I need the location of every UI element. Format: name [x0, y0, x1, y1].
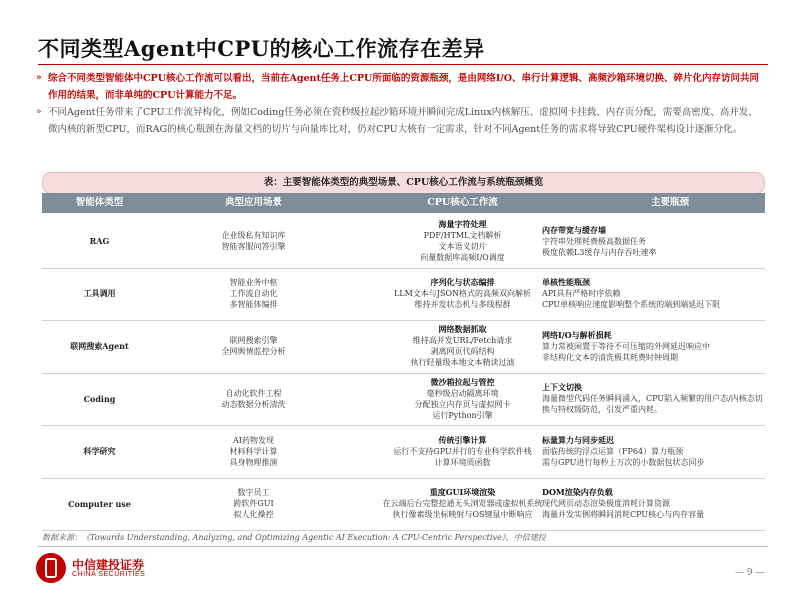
header-bottleneck: 主要瓶颈 [650, 197, 689, 208]
bottleneck-line: 字符串处理耗费极高数据任务 [542, 236, 646, 246]
table-row [42, 425, 765, 479]
cell-agent-type: 工具调用 [83, 288, 116, 299]
bottleneck-title: 内存带宽与缓存墙 [542, 224, 606, 235]
workflow-line: 维持并发状态机与多线程群 [414, 300, 511, 310]
table-row [42, 478, 765, 532]
scenario-line: 数字员工 [237, 488, 270, 498]
bottleneck-line: 算力常被闲置于等待不可压缩的外网延迟响应中 [542, 341, 710, 351]
bottleneck-line: 非结构化文本的清洗极其耗费时钟周期 [542, 352, 678, 362]
table-row [42, 268, 765, 322]
workflow-line: 向量数据库高频I/O调度 [420, 253, 505, 263]
scenario-line: 联网搜索引擎 [229, 336, 278, 346]
scenario-line: 材料科学计算 [229, 446, 278, 456]
workflow-line: 在云端后台完整挖通无头浏览器或虚拟机系统 [382, 499, 543, 509]
cell-scenarios [157, 425, 350, 478]
cell-scenarios [157, 320, 350, 373]
workflow-line: 维持高并发URL/Fetch请求 [412, 336, 513, 346]
scenario-line: 企业级私有知识库 [221, 231, 286, 241]
header-agent-type: 智能体类型 [75, 197, 124, 208]
workflow-line: 剥离网页代码结构 [430, 347, 495, 357]
workflow-title: 重度GUI环境渲染 [429, 487, 496, 498]
workflow-line: 执行像素级坐标映射与OS键鼠中断响应 [392, 510, 533, 520]
page-title: 不同类型Agent中CPU的核心工作流存在差异 [38, 36, 485, 61]
workflow-line: 运行不支持GPU并行的专业科学软件栈 [393, 446, 532, 456]
bottleneck-line: 极度依赖L3缓存与内存吞吐速率 [542, 247, 657, 257]
bullet-summary-text: 综合不同类型智能体中CPU核心工作流可以看出，当前在Agent任务上CPU所面临的资源瓶颈，是由网络I/O、串行计算逻辑、高频沙箱环境切换、碎片化内存访问共同作用的结果，而非单纯的CPU计算能力不足。 [48, 73, 760, 101]
bullet-marker-icon: » [36, 107, 42, 117]
cell-agent-type: Coding [83, 393, 116, 404]
scenario-line: 智能客服问答引擎 [221, 242, 286, 252]
cell-scenarios [157, 478, 350, 531]
bottleneck-line: 海量并发实例将瞬间消耗CPU核心与内存容量 [542, 510, 705, 520]
footer-divider [38, 546, 768, 547]
bottleneck-title: DOM渲染内存负载 [542, 487, 613, 498]
scenario-line: 拟人化操控 [233, 510, 274, 520]
page-number: — 9 — [735, 568, 765, 578]
workflow-title: 网络数据抓取 [438, 324, 487, 335]
bottleneck-line: API具有严格时序依赖 [542, 289, 621, 299]
scenario-line: 跨软件GUI [233, 499, 274, 509]
workflow-line: 计算环境质函数 [434, 457, 491, 467]
table-row [42, 320, 765, 374]
bottleneck-title: 标量算力与同步延迟 [542, 434, 614, 445]
workflow-line: LLM文本与JSON格式的高频双向解析 [393, 289, 532, 299]
workflow-line: PDF/HTML文档解析 [423, 231, 502, 241]
scenario-line: 具身物理推演 [229, 457, 278, 467]
bottleneck-title: 网络I/O与解析损耗 [542, 329, 612, 340]
header-workflow: CPU核心工作流 [427, 197, 498, 208]
header-scenarios: 典型应用场景 [224, 197, 282, 208]
workflow-line: 毫秒级启动隔离环境 [426, 388, 499, 398]
workflow-title: 传统引擎计算 [438, 434, 487, 445]
title-divider [38, 64, 768, 65]
table-header [42, 193, 765, 213]
table-row [42, 215, 765, 269]
table-row [42, 373, 765, 427]
scenario-line: 自动化软件工程 [225, 388, 282, 398]
logo-cn-text: 中信建投证券 [72, 558, 145, 572]
workflow-line: 运行Python引擎 [432, 410, 493, 420]
workflow-line: 分配独立内存页与虚拟网卡 [414, 399, 511, 409]
bottleneck-title: 上下文切换 [542, 382, 582, 393]
workflow-line: 执行轻量级本地文本精读过滤 [410, 358, 515, 368]
cell-bottleneck [542, 478, 765, 531]
cell-bottleneck [542, 215, 765, 268]
cell-agent-type: 科学研究 [83, 445, 116, 456]
bottleneck-line: CPU单核响应速度影响整个系统的端到端延迟下限 [542, 300, 721, 310]
cell-bottleneck [542, 268, 765, 321]
scenario-line: 全网舆情监控分析 [221, 347, 286, 357]
logo-icon [36, 553, 66, 583]
workflow-title: 微沙箱拉起与管控 [430, 376, 495, 387]
cell-agent-type: 联网搜索Agent [70, 340, 129, 351]
workflow-title: 序列化与状态编排 [430, 277, 495, 288]
cell-scenarios [157, 373, 350, 426]
bullet-marker-icon: » [36, 73, 42, 83]
logo-en-text: CHINA SECURITIES [72, 571, 146, 578]
bullet-summary [36, 70, 764, 104]
bullet-detail [36, 104, 764, 138]
source-note: 数据来源：《Towards Understanding, Analyzing, and Optimizing Agentic AI Execution: A CPU-Centric Perspective》，中信建投 [42, 533, 546, 542]
bullet-detail-text: 不同Agent任务带来了CPU工作流异构化，例如Coding任务必须在瓷秒级拉起沙箱环境并瞬间完成Linux内核解压、虚拟网卡挂载、内存页分配，需要高密度、高并发、微内核的新型CPU，而RAG的核心瓶颈在海量文档的切片与向量库比对，仍对CPU大核有一定需求，针对不同Agent任务的需求将导致CPU硬件架构设计逐渐分化。 [48, 107, 758, 135]
bottleneck-line: 面临传统的浮点运算（FP64）算力瓶颈 [542, 446, 684, 456]
cell-scenarios [157, 215, 350, 268]
cell-scenarios [157, 268, 350, 321]
table-caption: 表：主要智能体类型的典型场景、CPU核心工作流与系统瓶颈概览 [42, 172, 765, 194]
bottleneck-title: 单核性能瓶颈 [542, 277, 590, 288]
scenario-line: 智能业务中枢 [229, 278, 278, 288]
cell-agent-type: Computer use [68, 498, 131, 509]
workflow-title: 海量字符处理 [438, 219, 487, 230]
workflow-line: 文本语义切片 [438, 242, 487, 252]
scenario-line: 工作流自动化 [229, 289, 278, 299]
scenario-line: AI药物发现 [233, 435, 274, 445]
bottleneck-line: 海量微型代码任务瞬间涌入，CPU陷入频繁的用户态/内核态切换与特权级防范，引发严重内耗。 [542, 394, 763, 415]
bottleneck-line: 需与GPU进行每秒上万次的小数据包状态同步 [542, 457, 705, 467]
cell-agent-type: RAG [89, 236, 110, 247]
cell-bottleneck [542, 425, 765, 478]
company-logo [36, 553, 176, 587]
scenario-line: 动态数据分析清洗 [221, 399, 286, 409]
bottleneck-line: 现代网页动态渲染极度消耗计算资源 [542, 499, 670, 509]
cell-bottleneck [542, 320, 765, 373]
cell-bottleneck [542, 373, 765, 426]
scenario-line: 多智能体编排 [229, 300, 278, 310]
